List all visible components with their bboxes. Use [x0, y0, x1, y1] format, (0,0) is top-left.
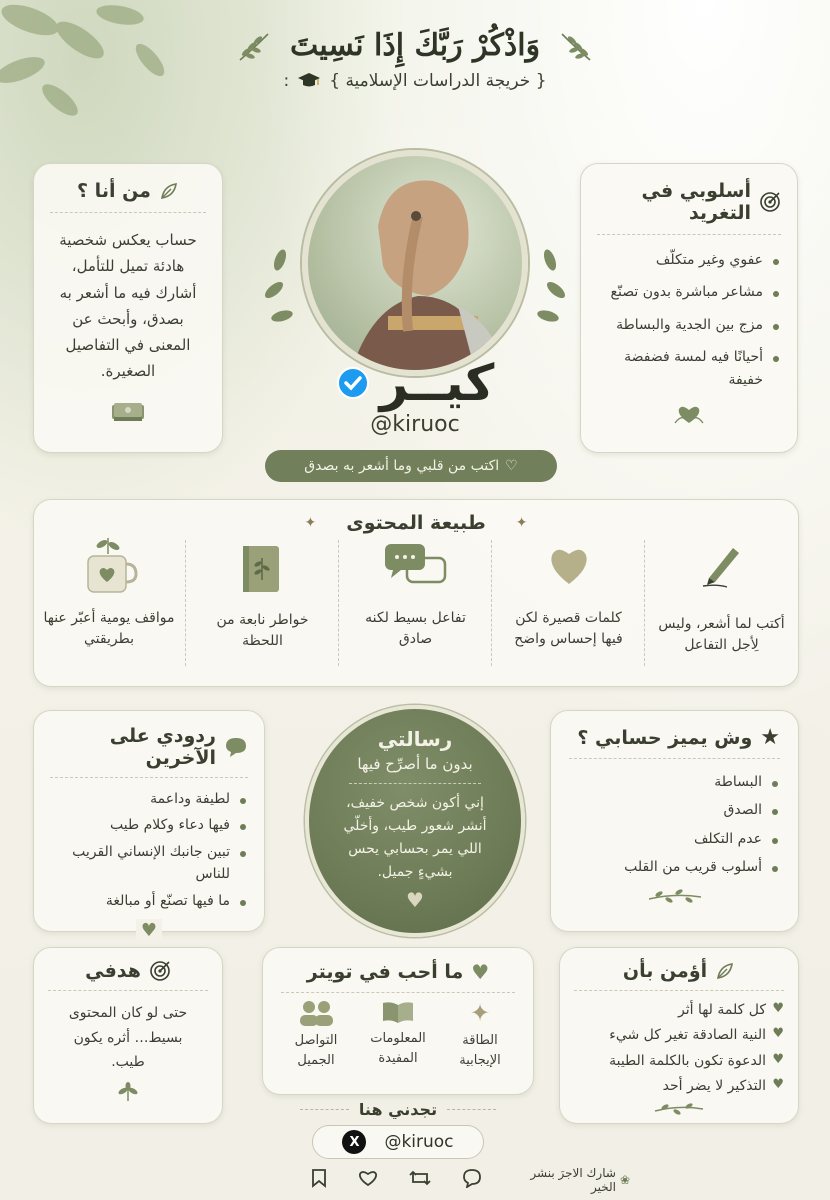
distinct-card [550, 710, 799, 932]
content-title: طبيعة المحتوى [346, 512, 486, 534]
love-item-label: المعلومات المفيدة [370, 1031, 426, 1066]
heart-icon: ♥ [136, 919, 162, 941]
list-item: مزج بين الجدية والبساطة [597, 314, 781, 336]
profile-handle[interactable]: @kiruoc [370, 412, 460, 437]
branch-icon [651, 1101, 707, 1117]
tagline-text: اكتب من قلبي وما أشعر به بصدق [304, 458, 500, 474]
goal-text: حتى لو كان المحتوى بسيط… أثره يكون طيب. [68, 1005, 188, 1070]
retweet-icon[interactable] [408, 1169, 432, 1191]
sparkle-icon: ✦ [304, 515, 317, 531]
sparkles-icon: ✦ [469, 999, 491, 1027]
love-title: ما أحب في تويتر [306, 961, 464, 983]
header-verse: وَاذْكُرْ رَبَّكَ إِذَا نَسِيتَ [289, 28, 541, 63]
list-item: ♥ الدعوة تكون بالكلمة الطيبة [574, 1050, 784, 1072]
list-item: أسلوب قريب من القلب [569, 856, 780, 878]
x-logo-icon: X [342, 1130, 366, 1154]
footer-bar [310, 1166, 630, 1194]
list-item: مشاعر مباشرة بدون تصنّع [597, 281, 781, 303]
branch-icon [645, 885, 705, 905]
distinct-title: وش يميز حسابي ؟ [577, 726, 753, 749]
content-item-label: مواقف يومية أعبّر عنها بطريقتي [43, 610, 175, 647]
love-item-label: الطاقة الإيجابية [459, 1033, 501, 1068]
leaf-icon: ❀ [619, 1173, 630, 1187]
believe-list [574, 999, 784, 1098]
heart-icon: ♥ [471, 960, 490, 984]
leaf-icon [715, 961, 735, 981]
sprout-icon [113, 1081, 143, 1101]
message-text: إني أكون شخص خفيف، أنشر شعور طيب، وأخلّي اللي يمر بحسابي يحس بشيءٍ جميل. [343, 795, 487, 881]
header [0, 28, 830, 91]
list-item: ♥ التذكير لا يضر أحد [574, 1075, 784, 1097]
leaf-icon [159, 181, 179, 201]
list-item: عفوي وغير متكلّف [597, 249, 781, 271]
star-icon: ★ [760, 725, 780, 750]
people-icon [297, 999, 335, 1027]
sparkle-icon: ✦ [515, 515, 528, 531]
love-item [440, 999, 520, 1070]
laurel-right-icon [558, 30, 594, 62]
list-item: ما فيها تصنّع أو مبالغة [50, 890, 248, 912]
list-item: البساطة [569, 771, 780, 793]
replies-list [50, 788, 248, 912]
chat-bubbles-icon [381, 540, 451, 596]
content-item [645, 540, 798, 656]
speech-bubble-icon [224, 736, 248, 758]
content-item [186, 540, 339, 652]
content-item [339, 540, 492, 650]
verified-badge-icon [336, 366, 370, 400]
distinct-list [569, 771, 780, 879]
x-handle: @kiruoc [384, 1132, 454, 1152]
profile-name: كيــر [379, 354, 495, 412]
tagline-pill [265, 450, 557, 482]
believe-card [559, 947, 799, 1124]
love-item [276, 999, 356, 1070]
style-card [580, 163, 798, 453]
list-item: لطيفة وداعمة [50, 788, 248, 810]
x-profile-link[interactable] [312, 1125, 484, 1159]
find-title [300, 1100, 496, 1119]
love-card [262, 947, 534, 1095]
replies-title: ردودي على الآخرين [109, 725, 216, 769]
header-subtitle-suffix: : [283, 71, 290, 91]
message-circle [305, 705, 525, 937]
profile [260, 140, 570, 470]
content-item-label: تفاعل بسيط لكنه صادق [365, 610, 466, 647]
love-item-label: التواصل الجميل [294, 1033, 338, 1068]
style-title: أسلوبي في التغريد [641, 180, 751, 224]
heart-icon: ♡ [505, 458, 518, 474]
find-title-text: تجدني هنا [358, 1100, 438, 1119]
avatar[interactable] [302, 150, 528, 376]
believe-title: أؤمن بأن [622, 960, 708, 982]
heart-sprout-icon [671, 401, 707, 425]
pen-icon [697, 540, 747, 590]
graduation-cap-icon [297, 72, 321, 90]
list-item: تبين جانبك الإنساني القريب للناس [50, 841, 248, 886]
open-book-icon [381, 999, 415, 1025]
content-item [32, 534, 186, 650]
style-list [597, 249, 781, 391]
message-subtitle: بدون ما أصرِّح فيها [357, 755, 473, 773]
bookmark-icon[interactable] [310, 1168, 328, 1192]
replies-card [33, 710, 265, 941]
heart-icon: ♥ [406, 888, 424, 913]
like-icon[interactable] [358, 1169, 378, 1191]
header-subtitle: { خريجة الدراسات الإسلامية } [329, 71, 547, 91]
list-item: ♥ كل كلمة لها أثر [574, 999, 784, 1021]
heart-icon [544, 540, 594, 590]
content-card [33, 499, 799, 687]
content-item-label: خواطر نابعة من اللحظة [216, 612, 309, 649]
who-text: حساب يعكس شخصية هادئة تميل للتأمل، أشارك فيه ما أشعر به بصدق، وأبحث عن المعنى في التفاصيل الصغيرة. [59, 231, 197, 381]
notebook-icon [233, 540, 293, 600]
love-item [358, 999, 438, 1070]
list-item: فيها دعاء وكلام طيب [50, 814, 248, 836]
goal-title: هدفي [85, 960, 141, 982]
goal-card [33, 947, 223, 1124]
list-item: أحيانًا فيه لمسة فضفضة خفيفة [597, 346, 781, 391]
share-text: شارك الاجرَ بنشر الخير [530, 1166, 616, 1194]
list-item: عدم التكلف [569, 828, 780, 850]
content-item [492, 540, 645, 650]
reply-icon[interactable] [462, 1168, 482, 1192]
book-icon [108, 399, 148, 425]
laurel-left-icon [236, 30, 272, 62]
content-item-label: كلمات قصيرة لكن فيها إحساس واضح [514, 610, 623, 647]
who-title: من أنا ؟ [77, 180, 151, 202]
target-icon [759, 191, 781, 213]
message-title: رسالتي [377, 727, 453, 751]
target-icon [149, 960, 171, 982]
content-item-label: أكتب لما أشعر، وليس لِأجل التفاعل [658, 616, 785, 653]
list-item: ♥ النية الصادقة تغير كل شيء [574, 1024, 784, 1046]
list-item: الصدق [569, 799, 780, 821]
mug-icon [74, 534, 144, 600]
who-card [33, 163, 223, 453]
